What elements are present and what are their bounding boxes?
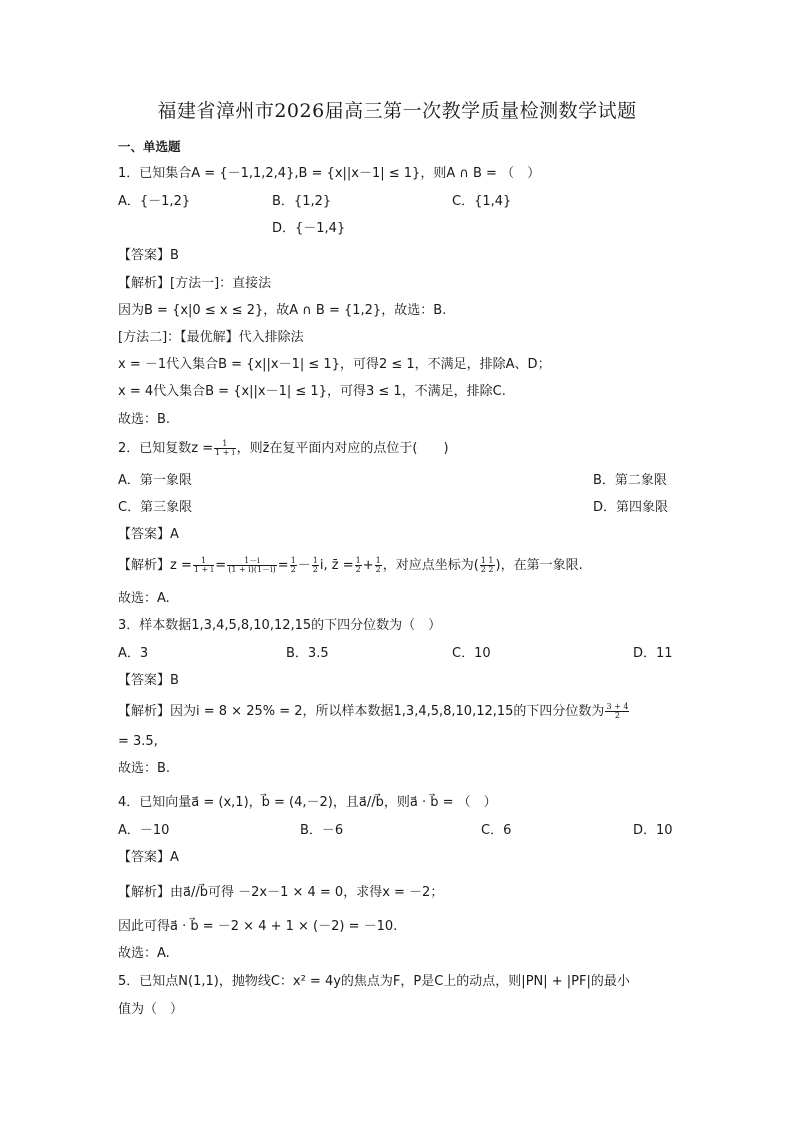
page-title: 福建省漳州市2026届高三第一次教学质量检测数学试题 bbox=[157, 100, 637, 122]
fraction-denominator: (1 + i)(1－i) bbox=[228, 565, 276, 574]
fraction-denominator: 2 bbox=[312, 565, 318, 574]
q2-option-b: B．第二象限 bbox=[593, 473, 667, 488]
q3-option-c: C．10 bbox=[452, 646, 491, 661]
fraction-numerator: 1 bbox=[355, 556, 361, 565]
q2-stem-text: 2．已知复数z = bbox=[118, 441, 214, 456]
q4-option-c: C．6 bbox=[481, 823, 512, 838]
q2-fraction bbox=[290, 557, 297, 574]
q3-solution-result: = 3.5, bbox=[118, 734, 158, 749]
q1-solution-line: 因为B = {x|0 ≤ x ≤ 2}，故A ∩ B = {1,2}，故选：B. bbox=[118, 303, 447, 318]
q2-fraction bbox=[480, 557, 495, 574]
q4-option-d: D．10 bbox=[633, 823, 673, 838]
q1-option-a: A．{－1,2} bbox=[118, 194, 191, 209]
fraction-numerator: 1－i bbox=[227, 557, 277, 566]
q2-solution-text: )，在第一象限. bbox=[495, 558, 583, 573]
q2-fraction bbox=[375, 557, 382, 574]
q2-fraction bbox=[214, 440, 235, 457]
q1-option-c: C．{1,4} bbox=[452, 194, 512, 209]
q2-fraction bbox=[355, 557, 362, 574]
q3-option-d: D．11 bbox=[633, 646, 673, 661]
q2-fraction bbox=[312, 557, 319, 574]
q4-answer: 【答案】A bbox=[118, 850, 179, 865]
q2-solution-text: － bbox=[297, 558, 311, 573]
q1-option-b: B．{1,2} bbox=[272, 194, 332, 209]
q1-solution-line: 【解析】[方法一]：直接法 bbox=[118, 276, 272, 291]
q3-answer: 【答案】B bbox=[118, 673, 179, 688]
q1-solution-line: x = 4代入集合B = {x||x－1| ≤ 1}，可得3 ≤ 1，不满足，排除C. bbox=[118, 384, 506, 399]
q2-solution-text: = bbox=[215, 558, 227, 573]
q2-solution-text: + bbox=[362, 558, 374, 573]
q4-option-b: B．－6 bbox=[300, 823, 344, 838]
q4-solution-line: 因此可得a⃗ · b⃗ = －2 × 4 + 1 × (－2) = －10. bbox=[118, 919, 398, 934]
fraction-denominator: 2 bbox=[614, 711, 620, 720]
q4-stem: 4．已知向量a⃗ = (x,1)，b⃗ = (4,－2)，且a⃗//b⃗，则a⃗ · b⃗ = （ ） bbox=[118, 795, 497, 810]
q2-answer: 【答案】A bbox=[118, 527, 179, 542]
fraction-numerator: 1 bbox=[312, 556, 318, 565]
q2-option-d: D．第四象限 bbox=[593, 500, 669, 515]
q3-option-b: B．3.5 bbox=[286, 646, 329, 661]
fraction-numerator: 3 + 4 bbox=[606, 702, 629, 711]
q1-option-d: D．{－1,4} bbox=[272, 221, 346, 236]
fraction-denominator: 2 bbox=[355, 565, 361, 574]
q2-fraction bbox=[227, 557, 277, 574]
q2-fraction bbox=[193, 557, 214, 574]
q5-stem: 5．已知点N(1,1)，抛物线C：x² = 4y的焦点为F，P是C上的动点，则|PN| + |PF|的最小 bbox=[118, 974, 630, 989]
q2-stem-text: ，则z̄在复平面内对应的点位于( ) bbox=[236, 441, 449, 456]
q1-solution-line: [方法二]：【最优解】代入排除法 bbox=[118, 330, 304, 345]
q3-solution-text: 【解析】因为i = 8 × 25% = 2，所以样本数据1,3,4,5,8,10,12,15的下四分位数为 bbox=[118, 704, 605, 719]
section-heading: 一、单选题 bbox=[118, 139, 181, 154]
q2-stem bbox=[118, 440, 449, 458]
q5-stem-continued: 值为（ ） bbox=[118, 1002, 184, 1017]
q2-solution-text: = bbox=[277, 558, 289, 573]
q2-option-a: A．第一象限 bbox=[118, 473, 192, 488]
fraction-numerator: 1 bbox=[375, 556, 381, 565]
q2-solution-text: i, z̄ = bbox=[319, 558, 354, 573]
fraction-numerator: 1 bbox=[214, 440, 235, 449]
q1-answer: 【答案】B bbox=[118, 248, 179, 263]
fraction-numerator: 1 bbox=[193, 557, 214, 566]
q1-stem: 1．已知集合A = {－1,1,2,4},B = {x||x－1| ≤ 1}，则A ∩ B = （ ） bbox=[118, 166, 541, 181]
fraction-denominator: 1 + i bbox=[215, 448, 235, 457]
fraction-denominator: 2 bbox=[375, 565, 381, 574]
q2-solution-text: 【解析】z = bbox=[118, 558, 192, 573]
q3-fraction bbox=[605, 703, 629, 720]
fraction-denominator: 1 + i bbox=[193, 565, 214, 574]
q2-solution-text: ，对应点坐标为( bbox=[382, 558, 479, 573]
fraction-numerator: 1 bbox=[290, 556, 296, 565]
q2-solution bbox=[118, 557, 583, 575]
q2-option-c: C．第三象限 bbox=[118, 500, 193, 515]
q4-conclusion: 故选：A. bbox=[118, 946, 170, 961]
fraction-numerator: 1 1 bbox=[480, 556, 494, 565]
q3-conclusion: 故选：B. bbox=[118, 761, 171, 776]
q3-stem: 3．样本数据1,3,4,5,8,10,12,15的下四分位数为（ ） bbox=[118, 618, 442, 633]
q3-solution bbox=[118, 703, 630, 721]
q4-solution-line: 【解析】由a⃗//b⃗可得 －2x－1 × 4 = 0，求得x = －2； bbox=[118, 885, 444, 900]
q3-option-a: A．3 bbox=[118, 646, 149, 661]
q4-option-a: A．－10 bbox=[118, 823, 170, 838]
q1-conclusion: 故选：B. bbox=[118, 412, 171, 427]
q2-conclusion: 故选：A. bbox=[118, 591, 170, 606]
fraction-denominator: 2 2 bbox=[480, 565, 494, 574]
fraction-denominator: 2 bbox=[290, 565, 296, 574]
q1-solution-line: x = －1代入集合B = {x||x－1| ≤ 1}，可得2 ≤ 1，不满足，排除A、D； bbox=[118, 357, 551, 372]
